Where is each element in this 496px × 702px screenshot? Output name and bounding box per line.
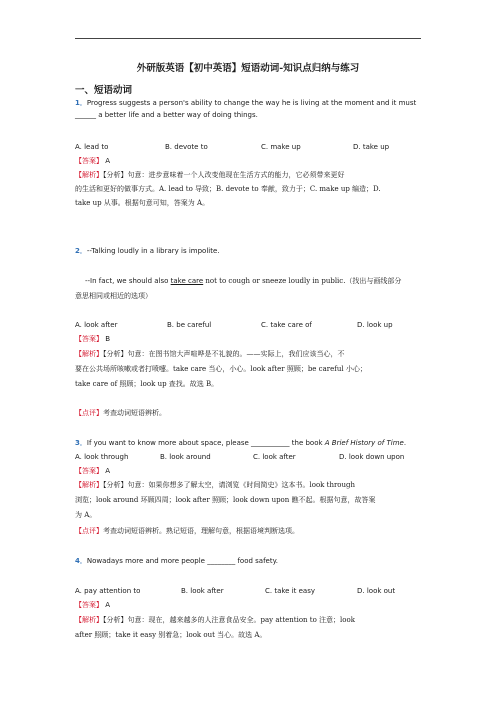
q2-option-b: B. be careful — [167, 321, 212, 329]
q4-stem-line1: 4．Nowadays more and more people ________ food safety. — [75, 557, 278, 565]
underlined-phrase: take care — [170, 277, 204, 285]
q2-number: 2． — [75, 247, 87, 255]
q4-number: 4． — [75, 557, 87, 565]
book-title: A Brief History of Time — [324, 439, 404, 447]
q3-explanation-line1: 【解析】【分析】句意：如果你想多了解太空，请浏览《时间简史》这本书。look through — [75, 481, 356, 489]
q3-explanation-line2: 浏览；look around 环顾四周；look after 照顾；look down upon 瞧不起。根据句意，故答案 — [75, 496, 376, 504]
q4-answer: 【答案】 A — [75, 601, 111, 609]
q2-explanation-line1: 【解析】【分析】句意：在图书馆大声喧哗是不礼貌的。——实际上，我们应该当心，不 — [75, 350, 345, 358]
q1-number: 1． — [75, 99, 87, 107]
q2-option-d: D. look up — [357, 321, 393, 329]
q3-option-b: B. look around — [160, 453, 211, 461]
q1-explanation-line2: 的生活和更好的做事方式。A. lead to 导致；B. devote to 奉献，致力于；C. make up 编造；D. — [75, 185, 381, 193]
q2-option-a: A. look after — [75, 321, 118, 329]
q1-answer: 【答案】 A — [75, 157, 111, 165]
q1-stem-line1: 1．Progress suggests a person's ability to change the way he is living at the moment and it must — [75, 99, 417, 107]
q3-stem-line1: 3．If you want to know more about space, please ___________ the book A Brief History of Time. — [75, 439, 407, 447]
q2-answer: 【答案】 B — [75, 335, 111, 343]
q2-explanation-line3: take care of 照顾；look up 查找。故选 B。 — [75, 380, 219, 388]
q3-option-d: D. look down upon — [339, 453, 405, 461]
q4-explanation-line1: 【解析】【分析】句意：现在，越来越多的人注意食品安全。pay attention to 注意；look — [75, 616, 355, 624]
q3-answer: 【答案】 A — [75, 467, 111, 475]
q2-option-c: C. take care of — [261, 321, 312, 329]
q1-option-c: C. make up — [261, 143, 301, 151]
q2-stem-line1: 2．--Talking loudly in a library is impolite. — [75, 247, 220, 255]
q4-option-a: A. pay attention to — [75, 587, 141, 595]
q2-stem-line2: --In fact, we should also take care not to cough or sneeze loudly in public.（找出与画线部分 — [85, 277, 402, 285]
q2-review: 【点评】考查动词短语辨析。 — [75, 409, 166, 417]
page-title: 外研版英语【初中英语】短语动词-知识点归纳与练习 — [136, 63, 360, 74]
q1-option-d: D. take up — [353, 143, 390, 151]
q4-explanation-line2: after 照顾；take it easy 别着急；look out 当心。故选 A。 — [75, 631, 267, 639]
q1-stem-line2: ______ a better life and a better way of doing things. — [75, 111, 258, 119]
q4-option-b: B. look after — [181, 587, 224, 595]
q3-explanation-line3: 为 A。 — [75, 511, 97, 519]
q3-number: 3． — [75, 439, 87, 447]
q1-option-a: A. lead to — [75, 143, 109, 151]
q1-explanation-line3: take up 从事。根据句意可知，答案为 A。 — [75, 199, 210, 207]
section-heading: 一、短语动词 — [75, 85, 133, 96]
header-rule — [75, 38, 421, 39]
q2-stem-line3: 意思相同或相近的选项） — [75, 292, 152, 300]
q4-option-d: D. look out — [357, 587, 396, 595]
q3-option-a: A. look through — [75, 453, 129, 461]
q4-option-c: C. take it easy — [265, 587, 316, 595]
q3-option-c: C. look after — [253, 453, 296, 461]
q2-explanation-line2: 要在公共场所咳嗽或者打喷嚏。take care 当心，小心。look after 照顾；be careful 小心； — [75, 365, 367, 373]
q1-explanation-line1: 【解析】【分析】句意：进步意味着一个人改变他现在生活方式的能力，它必须带来更好 — [75, 171, 345, 179]
q1-option-b: B. devote to — [165, 143, 208, 151]
q3-review: 【点评】考查动词短语辨析。熟记短语，理解句意，根据语境判断选项。 — [75, 527, 299, 535]
